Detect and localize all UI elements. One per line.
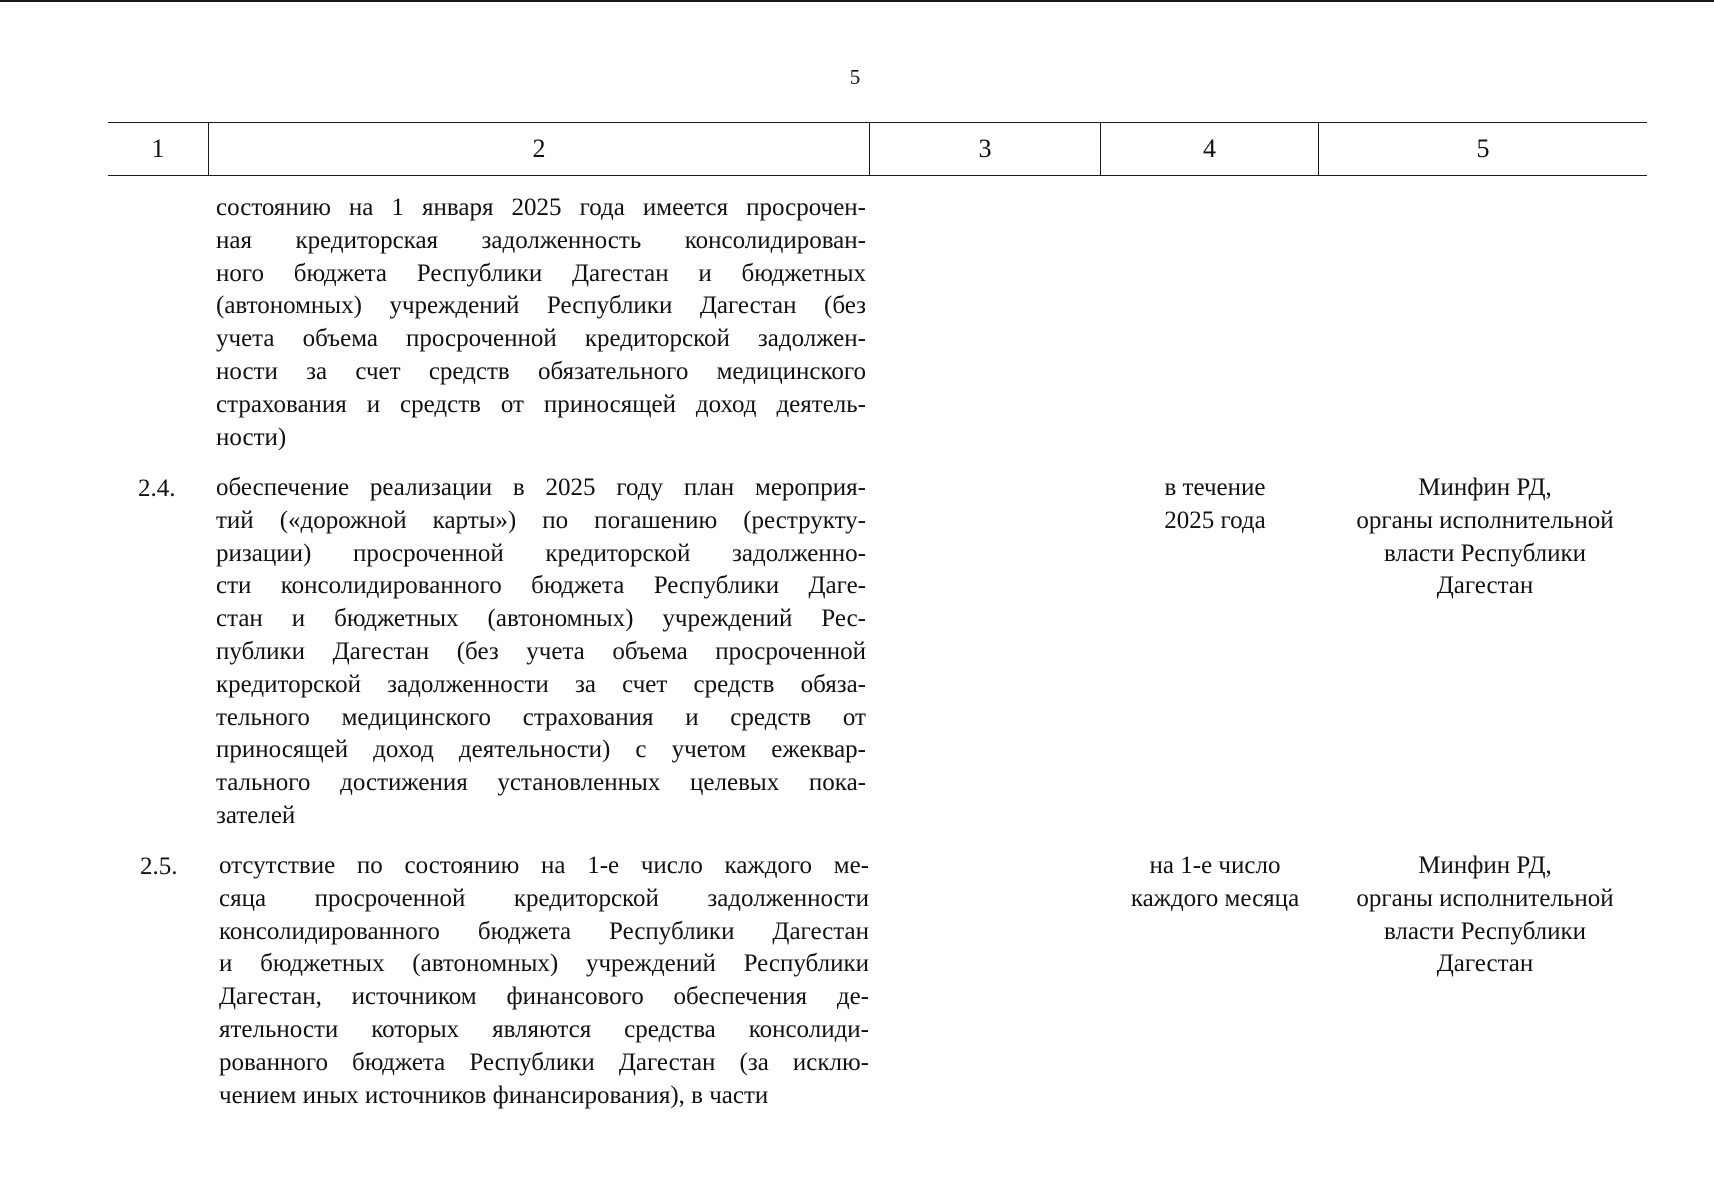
row-description <box>216 472 866 833</box>
table-header <box>108 122 1647 176</box>
header-col-3: 3 <box>869 123 1100 175</box>
row-responsible <box>1320 472 1650 603</box>
row-description <box>219 850 869 1112</box>
responsible-line: органы исполнительной <box>1356 506 1614 534</box>
description-line: отсутствие по состоянию на 1-е число каждого ме- <box>219 852 869 879</box>
description-line: и бюджетных (автономных) учреждений Республики <box>219 950 869 978</box>
term-line: на 1-е число <box>1149 852 1281 879</box>
description-line: сяца просроченной кредиторской задолженности <box>219 884 869 912</box>
responsible-line: власти Республики <box>1383 917 1587 945</box>
description-line: кредиторской задолженности за счет средств обяза- <box>216 670 866 698</box>
description-line: зателей <box>216 801 296 829</box>
responsible-line: власти Республики <box>1383 539 1587 567</box>
description-line: публики Дагестан (без учета объема просроченной <box>216 637 866 665</box>
description-line: приносящей доход деятельности) с учетом ежеквар- <box>216 736 866 764</box>
description-line: чением иных источников финансирования), в части <box>219 1081 769 1109</box>
description-line: ности за счет средств обязательного медицинского <box>216 357 866 385</box>
responsible-line: Дагестан <box>1436 572 1534 600</box>
header-col-5: 5 <box>1318 123 1647 175</box>
description-line: обеспечение реализации в 2025 году план мероприя- <box>216 474 866 501</box>
description-line: Дагестан, источником финансового обеспечения де- <box>219 983 869 1011</box>
row-number: 2.4. <box>138 475 176 502</box>
description-line: сти консолидированного бюджета Республики Даге- <box>216 572 866 600</box>
description-line: состоянию на 1 января 2025 года имеется просрочен- <box>216 194 866 221</box>
description-line: консолидированного бюджета Республики Дагестан <box>219 917 869 945</box>
description-line: тального достижения установленных целевых пока- <box>216 769 866 797</box>
term-line: 2025 года <box>1164 506 1266 534</box>
description-line: учета объема просроченной кредиторской задолжен- <box>216 325 866 353</box>
description-line: ризации) просроченной кредиторской задолженно- <box>216 539 866 567</box>
description-line: ятельности которых являются средства консолиди- <box>219 1015 869 1043</box>
header-col-4: 4 <box>1100 123 1318 175</box>
header-col-1: 1 <box>151 134 165 163</box>
description-line: тельного медицинского страхования и средств от <box>216 703 866 731</box>
row-term <box>1100 472 1330 538</box>
row-description <box>216 192 866 454</box>
description-line: (автономных) учреждений Республики Дагестан (без <box>216 292 866 320</box>
responsible-line: Дагестан <box>1436 950 1534 978</box>
term-line: каждого месяца <box>1130 884 1300 912</box>
description-line: ного бюджета Республики Дагестан и бюджетных <box>216 259 866 287</box>
responsible-line: органы исполнительной <box>1356 884 1614 912</box>
responsible-line: Минфин РД, <box>1418 474 1552 501</box>
term-line: в течение <box>1164 474 1266 501</box>
page-number: 5 <box>849 65 861 89</box>
description-line: страхования и средств от приносящей доход деятель- <box>216 390 866 418</box>
responsible-line: Минфин РД, <box>1418 852 1552 879</box>
description-line: ности) <box>216 423 287 451</box>
row-responsible <box>1320 850 1650 981</box>
description-line: ная кредиторская задолженность консолидирован- <box>216 226 866 254</box>
description-line: рованного бюджета Республики Дагестан (за исклю- <box>219 1048 869 1076</box>
header-col-2: 2 <box>208 123 869 175</box>
description-line: стан и бюджетных (автономных) учреждений Рес- <box>216 605 866 633</box>
description-line: тий («дорожной карты») по погашению (реструкту- <box>216 506 866 534</box>
row-term <box>1100 850 1330 916</box>
page-top-edge <box>0 0 1714 2</box>
row-number: 2.5. <box>140 853 178 880</box>
